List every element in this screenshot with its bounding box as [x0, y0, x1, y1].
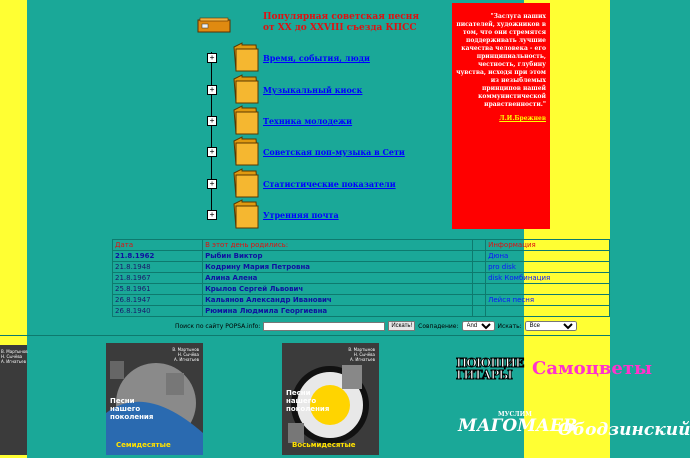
- row-date: 21.8.1967: [113, 273, 203, 284]
- search-input[interactable]: [263, 322, 385, 331]
- table-row: [113, 251, 610, 262]
- row-spacer: [473, 295, 486, 306]
- header-spacer: [473, 240, 486, 251]
- table-row: [113, 306, 610, 317]
- main-area: [27, 0, 524, 458]
- row-date: 25.8.1961: [113, 284, 203, 295]
- where-label: Искать:: [497, 322, 522, 330]
- expand-icon[interactable]: +: [207, 85, 217, 95]
- row-name-link[interactable]: Кодрину Мария Петровна: [203, 262, 473, 273]
- row-name-link[interactable]: Рыбин Виктор: [203, 251, 473, 262]
- expand-icon[interactable]: +: [207, 116, 217, 126]
- row-name-link[interactable]: Крылов Сергей Львович: [203, 284, 473, 295]
- left-album-cover[interactable]: [0, 345, 27, 455]
- row-name-link[interactable]: Рюмина Людмила Георгиевна: [203, 306, 473, 317]
- folder-icon: [232, 135, 260, 167]
- match-label: Совпадение:: [418, 322, 459, 330]
- folder-icon: [232, 198, 260, 230]
- header-info: Информация: [486, 240, 610, 251]
- quote-author-link[interactable]: Л.И.Брежнев: [499, 115, 546, 122]
- row-name-link[interactable]: Кальянов Александр Иванович: [203, 295, 473, 306]
- expand-icon[interactable]: +: [207, 53, 217, 63]
- row-date: 26.8.1947: [113, 295, 203, 306]
- row-spacer: [473, 251, 486, 262]
- row-info-link[interactable]: pro disk: [486, 262, 610, 273]
- search-label: Поиск по сайту POPSA.info:: [175, 322, 261, 330]
- quote-box: [452, 3, 550, 229]
- row-info-link[interactable]: Лейся песня: [486, 295, 610, 306]
- folder-icon: [232, 104, 260, 136]
- cover-title: Песни нашего поколения: [286, 389, 330, 413]
- folder-icon: [232, 41, 260, 73]
- header-name: В этот день родились:: [203, 240, 473, 251]
- tree-item-events[interactable]: Время, события, люди: [263, 53, 370, 63]
- row-spacer: [473, 262, 486, 273]
- tree-item-morning-mail[interactable]: Утренняя почта: [263, 210, 339, 220]
- cover-subtitle: Восьмидесятые: [292, 441, 356, 449]
- row-date: 21.8.1948: [113, 262, 203, 273]
- cassette-box-icon: [197, 17, 231, 33]
- row-info-link[interactable]: [486, 306, 610, 317]
- match-select[interactable]: [462, 321, 495, 331]
- magomaev-firstname: МУСЛИМ: [498, 411, 532, 418]
- singing-guitars-banner[interactable]: [456, 357, 524, 381]
- tree-item-pop-music[interactable]: Советская поп-музыка в Сети: [263, 147, 405, 157]
- magomaev-text: МАГОМАЕВ: [458, 416, 578, 436]
- row-name-link[interactable]: Алина Алена: [203, 273, 473, 284]
- tree-item-statistics[interactable]: Статистические показатели: [263, 179, 396, 189]
- samotsvety-banner[interactable]: Самоцветы: [532, 358, 653, 379]
- page-title: [263, 12, 419, 34]
- row-spacer: [473, 273, 486, 284]
- row-date: 21.8.1962: [113, 251, 203, 262]
- divider: [0, 335, 610, 336]
- cover-authors: В. Мартынов Н. Сычёва А. Игнатьев: [348, 347, 375, 362]
- row-spacer: [473, 306, 486, 317]
- expand-icon[interactable]: +: [207, 179, 217, 189]
- table-row: [113, 273, 610, 284]
- tree-item-music-kiosk[interactable]: Музыкальный киоск: [263, 85, 363, 95]
- album-cover-eighties[interactable]: [282, 343, 379, 455]
- expand-icon[interactable]: +: [207, 210, 217, 220]
- cover-title: Песни нашего поколения: [110, 397, 154, 421]
- expand-icon[interactable]: +: [207, 147, 217, 157]
- obodzinsky-banner[interactable]: Ободзинский: [558, 420, 690, 440]
- cover-authors: В. Мартынов Н. Сычёва А. Игнатьев: [172, 347, 199, 362]
- row-info-link[interactable]: Дюна: [486, 251, 610, 262]
- table-row: [113, 295, 610, 306]
- header-date: Дата: [113, 240, 203, 251]
- where-select[interactable]: [525, 321, 577, 331]
- tree-connector: [211, 52, 212, 216]
- row-date: 26.8.1940: [113, 306, 203, 317]
- folder-icon: [232, 73, 260, 105]
- birthdays-table: [112, 239, 610, 317]
- cover-subtitle: Семидесятые: [116, 441, 171, 449]
- site-search-bar: [175, 321, 577, 331]
- table-row: [113, 284, 610, 295]
- table-header-row: [113, 240, 610, 251]
- quote-text: "Заслуга наших писателей, художников в том, что они стремятся поддерживать лучшие качества человека - его принципиальность, честность, глубину чувства, исходя при этом из незыблемых принципов нашей коммунистической нравственности.": [456, 13, 546, 108]
- table-row: [113, 262, 610, 273]
- search-button[interactable]: Искать!: [388, 321, 415, 331]
- row-info-link[interactable]: [486, 284, 610, 295]
- title-line-2: от ХХ до ХXVIII съезда КПСС: [263, 23, 417, 33]
- row-spacer: [473, 284, 486, 295]
- folder-icon: [232, 167, 260, 199]
- left-cover-authors: В. Мартынов Н. Сычёва А. Игнатьев: [1, 349, 28, 364]
- tree-item-youth-tech[interactable]: Техника молодежи: [263, 116, 353, 126]
- album-cover-seventies[interactable]: [106, 343, 203, 455]
- title-line-1: Популярная советская песня: [263, 12, 420, 22]
- row-info-link[interactable]: disk Комбинация: [486, 273, 610, 284]
- singing-guitars-text: ПОЮЩИЕ ГИТАРЫ: [456, 356, 524, 382]
